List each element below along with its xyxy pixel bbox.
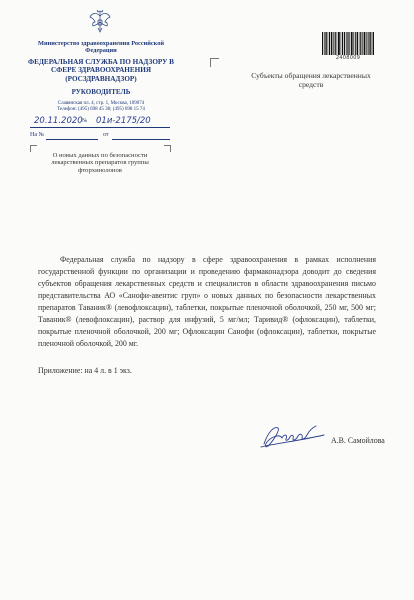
ministry-name: Министерство здравоохранения Российской Федерации (38, 40, 164, 55)
barcode-number: 2408009 (335, 55, 361, 61)
reference-number-label: На № (30, 132, 45, 138)
phone-line: Телефон: (495) 698 45 38; (495) 698 15 74 (57, 107, 145, 112)
letter-subject: О новых данных по безопасности лекарственных препаратов группы фторхинолонов (51, 152, 149, 174)
reference-date-label: от (103, 132, 109, 138)
handwritten-signature (258, 422, 328, 450)
reference-date-line (112, 139, 170, 140)
subject-bracket-right (164, 145, 171, 152)
registration-number: 01и-2175/20 (96, 116, 151, 126)
recipient-bracket-left (210, 58, 219, 67)
reference-number-line (46, 139, 98, 140)
coat-of-arms-emblem (89, 8, 111, 34)
address-block (30, 101, 172, 113)
registration-date: 20.11.2020 (34, 116, 83, 126)
letter-body: Федеральная служба по надзору в сфере здравоохранения в рамках исполнения государственной функции по организации и проведению фармаконадзора доводит до сведения субъектов обращения лекарственных средств и специалистов в области здравоохранения письмо представительства АО «Санофи-авентис груп» о новых данных по безопасности лекарственных препаратов Таваник® (левофлоксацин), таблетки, покрытые пленочной оболочкой, 250 мг, 500 мг; Таваник® (левофлоксацин), раствор для инфузий, 5 мг/мл; Таривид® (офлоксацин), таблетки, покрытые пленочной оболочкой, 200 мг; Офлоксацин Санофи (офлоксацин), таблетки, покрытые пленочной оболочкой, 200 мг. (38, 255, 376, 349)
barcode (322, 32, 374, 55)
recipient: Субъекты обращения лекарственных средств (251, 71, 371, 90)
number-label: № (82, 118, 88, 124)
head-label: РУКОВОДИТЕЛЬ (71, 88, 131, 96)
registration-underline (30, 127, 170, 128)
service-name: ФЕДЕРАЛЬНАЯ СЛУЖБА ПО НАДЗОРУ В СФЕРЕ ЗДРАВООХРАНЕНИЯ (РОСЗДРАВНАДЗОР) (28, 58, 174, 83)
signer-name: А.В. Самойлова (331, 436, 385, 445)
address-line: Славянская пл. 4, стр. 1, Москва, 109074 (57, 101, 145, 106)
appendix-note: Приложение: на 4 л. в 1 экз. (38, 366, 132, 375)
subject-bracket-left (30, 145, 37, 152)
